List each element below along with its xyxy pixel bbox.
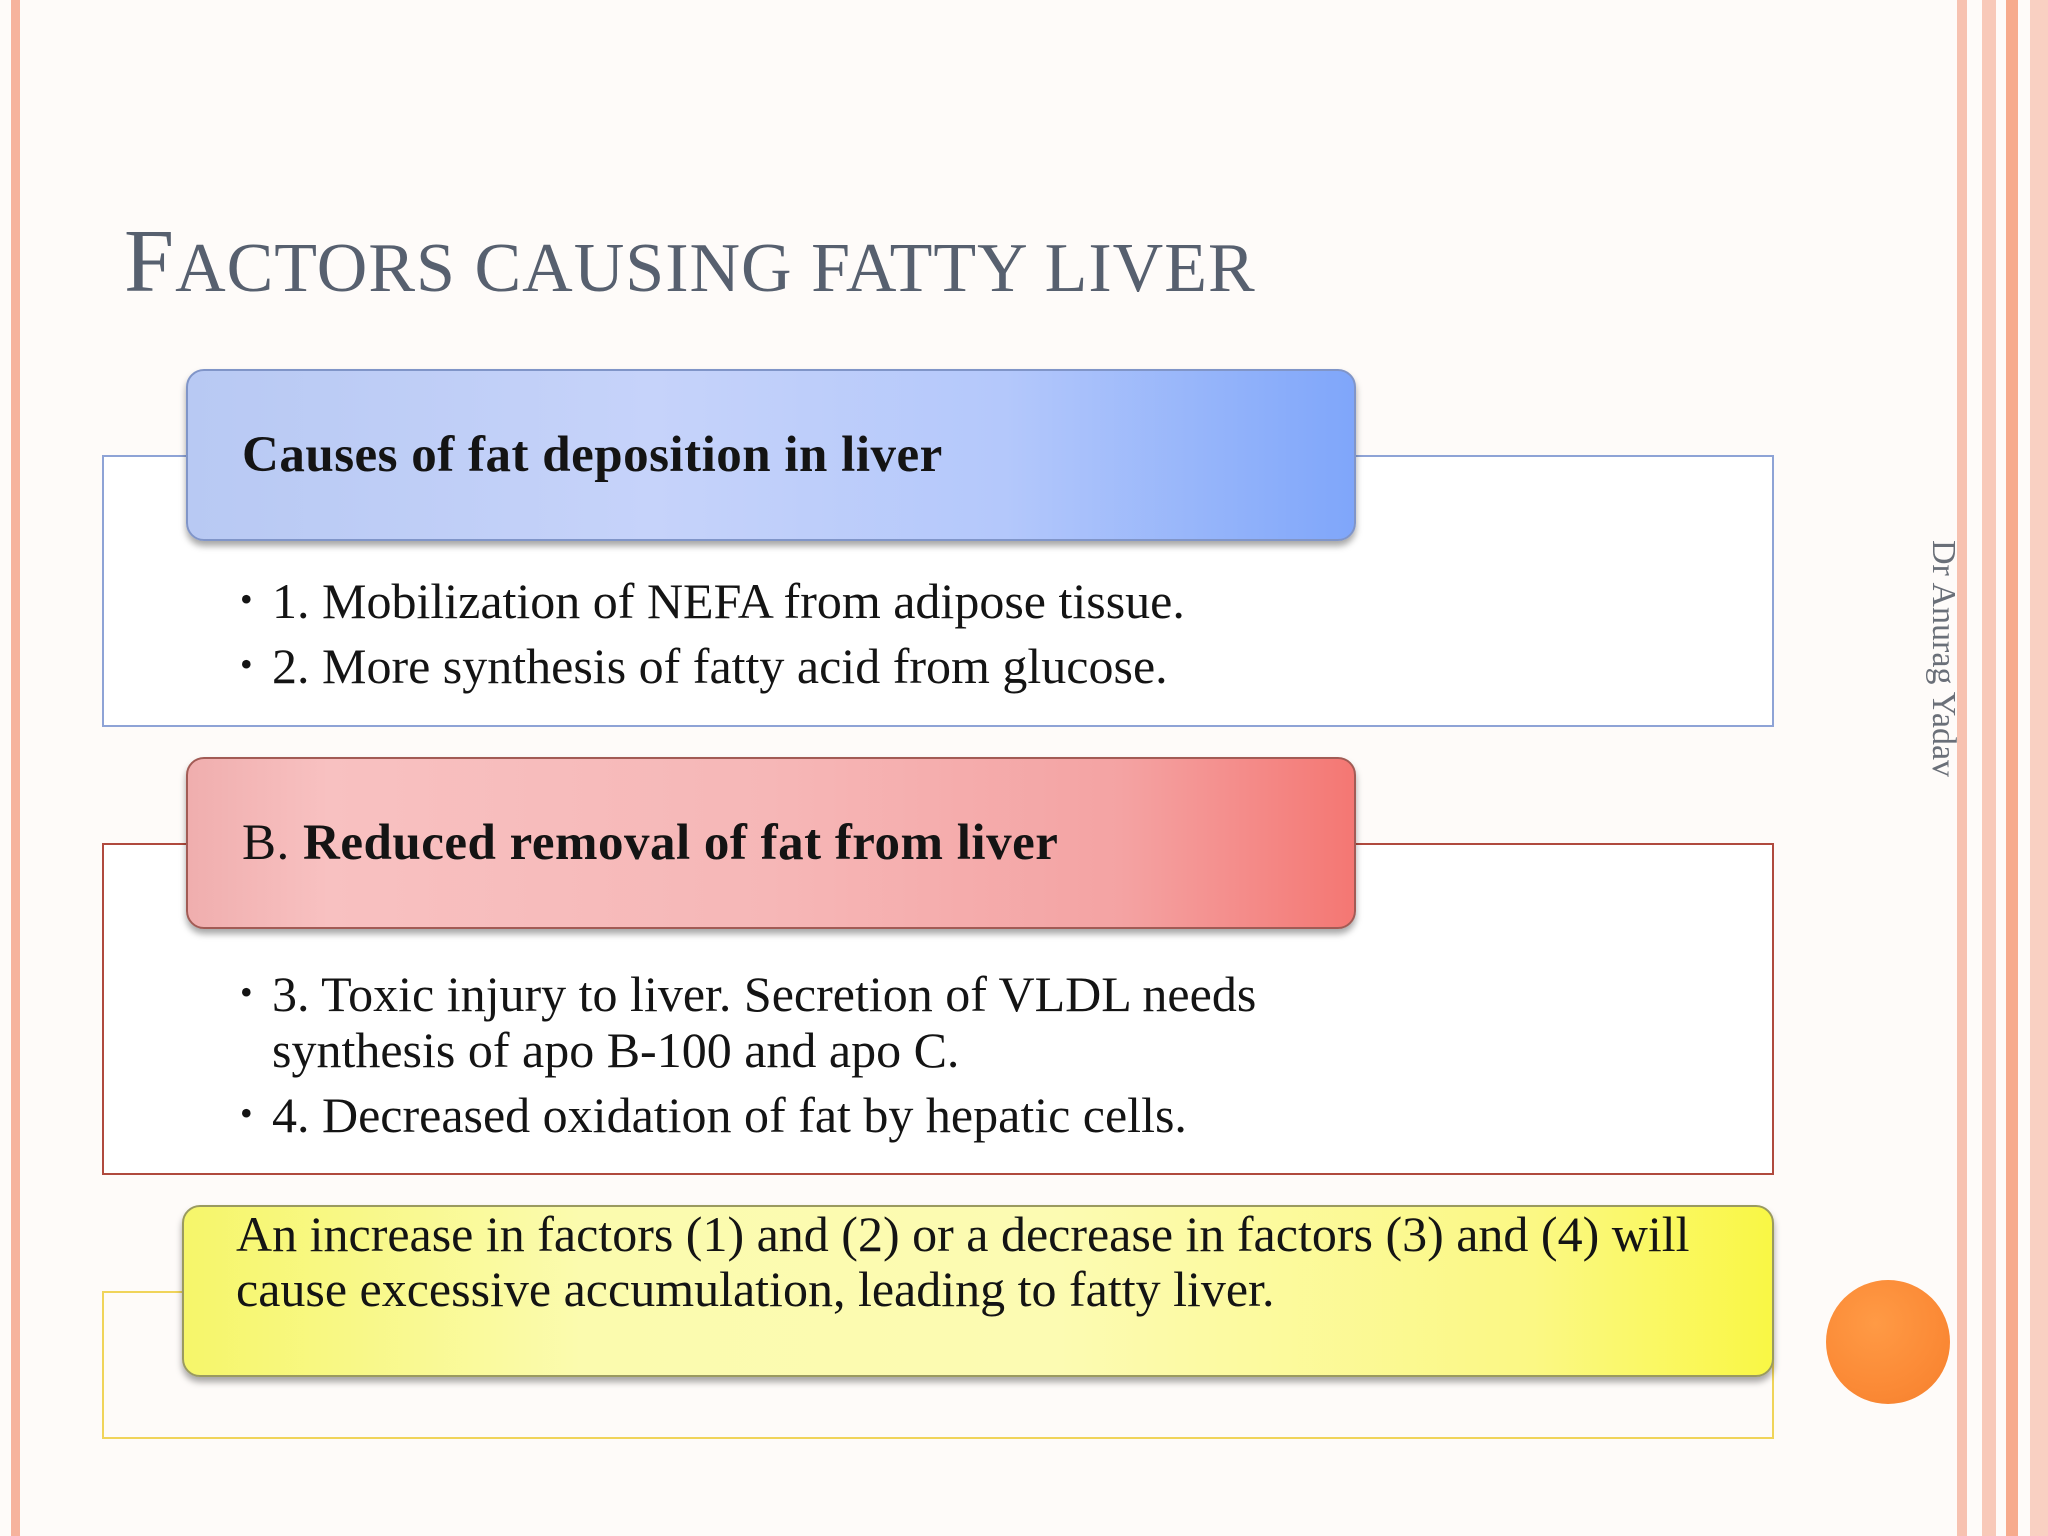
right-decorative-stripe (2030, 0, 2048, 1536)
slide-title (124, 210, 1256, 313)
section-a-header-text: Causes of fat deposition in liver (242, 427, 943, 483)
author-credit: Dr Anurag Yadav (1925, 540, 1962, 778)
section-b-bullets (240, 966, 1480, 1152)
title-rest: ACTORS CAUSING FATTY LIVER (175, 230, 1256, 307)
left-decorative-stripe (11, 0, 20, 1536)
section-a-header (186, 369, 1356, 541)
section-a-bullets (240, 573, 1440, 703)
section-b-header-prefix: B. (242, 815, 304, 871)
bullet-item: • 3. Toxic injury to liver. Secretion of VLDL needs synthesis of apo B-100 and apo C. (240, 966, 1422, 1078)
summary-text: An increase in factors (1) and (2) or a decrease in factors (3) and (4) will cause excessive accumulation, leading to fatty liver. (236, 1206, 1690, 1317)
section-b-header-bold: Reduced removal of fat from liver (303, 815, 1059, 871)
bullet-item: • 2. More synthesis of fatty acid from glucose. (240, 638, 1440, 694)
right-decorative-stripe (1982, 0, 1996, 1536)
bullet-item: • 1. Mobilization of NEFA from adipose tissue. (240, 573, 1440, 629)
title-first-letter: F (124, 212, 176, 311)
orange-circle-decoration (1826, 1280, 1950, 1404)
summary-box (182, 1205, 1774, 1377)
section-b-header (186, 757, 1356, 929)
right-decorative-stripe (2006, 0, 2018, 1536)
bullet-item: • 4. Decreased oxidation of fat by hepatic cells. (240, 1087, 1480, 1143)
